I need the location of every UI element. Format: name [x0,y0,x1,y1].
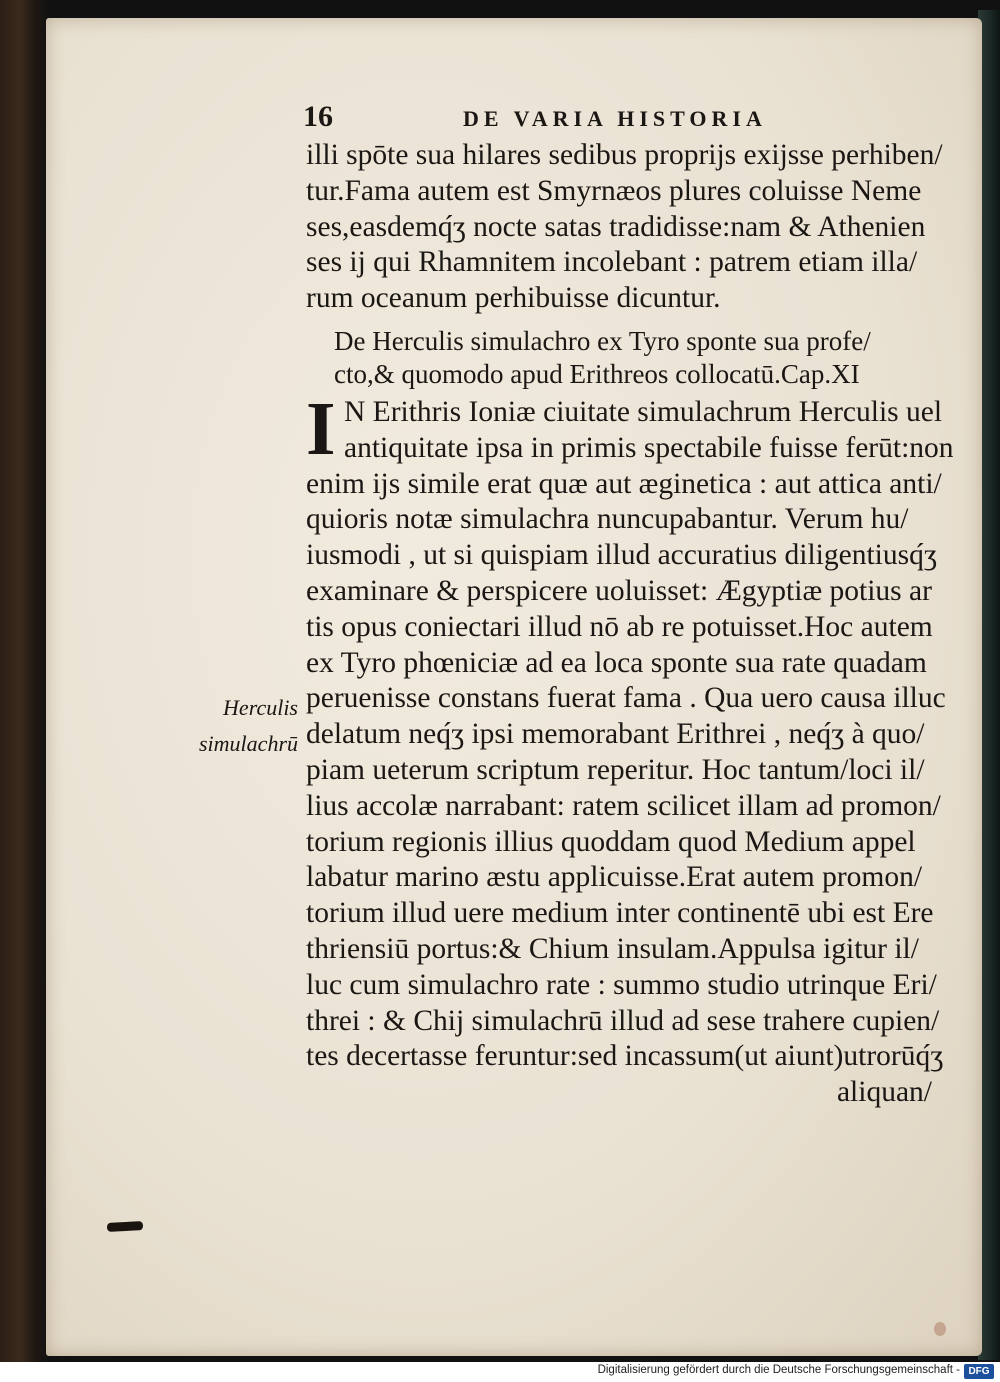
margin-note [188,690,298,762]
text-line: luc cum simulachro rate : summo studio utrinque Eri/ [306,968,937,1001]
text-line: lius accolæ narrabant: ratem scilicet illam ad promon/ [306,789,941,822]
catchword: aliquan/ [836,1076,932,1109]
text-line: labatur marino æstu applicuisse.Erat autem promon/ [306,861,923,894]
text-line: tur.Fama autem est Smyrnæos plures coluisse Neme [306,174,922,207]
paragraph-2 [306,386,954,1111]
heading-line: De Herculis simulachro ex Tyro sponte sua profe/ [334,325,871,356]
text-line: tes decertasse feruntur:sed incassum(ut aiunt)utrorūq́ʒ [306,1040,944,1073]
paper-stain [934,1322,946,1336]
text-line: peruenisse constans fuerat fama . Qua uero causa illuc [306,682,946,715]
text-line: ses,easdemq́ʒ nocte satas tradidisse:nam & Athenien [306,210,926,243]
text-line: N Erithris Ioniæ ciuitate simulachrum Herculis uel [344,395,943,428]
paragraph-1 [306,138,946,317]
text-block [306,138,954,1111]
margin-note-line: Herculis [223,695,298,720]
text-line: iusmodi , ut si quispiam illud accuratius diligentiusq́ʒ [306,539,937,572]
text-line: torium regionis illius quoddam quod Medium appel [306,825,916,858]
text-line: quioris notæ simulachra nuncupabantur. Verum hu/ [306,503,909,536]
text-line: illi spōte sua hilares sedibus proprijs exijsse perhiben/ [306,139,943,171]
text-line: examinare & perspicere uoluisset: Ægyptiæ potius ar [306,574,932,607]
running-title: DE VARIA HISTORIA [463,106,767,131]
text-line: tis opus coniectari illud nō ab re potuisset.Hoc autem [306,610,933,643]
text-line: threi : & Chij simulachrū illud ad sese trahere cupien/ [306,1004,940,1037]
margin-note-line: simulachrū [199,731,298,756]
drop-initial: I [306,386,336,471]
text-line: thriensiū portus:& Chium insulam.Appulsa igitur il/ [306,932,919,965]
ink-mark [107,1221,143,1232]
heading-line: cto,& quomodo apud Erithreos collocatū.Cap.XI [334,358,860,389]
text-line: ex Tyro phœniciæ ad ea loca sponte sua rate quadam [306,646,927,679]
text-line: ses ij qui Rhamnitem incolebant : patrem etiam illa/ [306,246,918,279]
chapter-heading [306,325,946,391]
text-line: delatum neq́ʒ ipsi memorabant Erithrei , neq́ʒ à quo/ [306,718,925,751]
text-line: torium illud uere medium inter continentē ubi est Ere [306,897,934,930]
footer-bar [0,1362,1000,1382]
dfg-logo: DFG [964,1364,994,1379]
text-line: antiquitate ipsa in primis spectabile fuisse ferūt:non [344,431,954,464]
text-line: rum oceanum perhibuisse dicuntur. [306,282,721,315]
page-header [303,100,813,140]
text-line: enim ijs simile erat quæ aut æginetica : aut attica anti/ [306,467,942,500]
funding-note: Digitalisierung gefördert durch die Deutsche Forschungsgemeinschaft - [597,1364,960,1376]
page-number: 16 [303,100,333,133]
text-line: piam ueterum scriptum reperitur. Hoc tantum/loci il/ [306,753,925,786]
